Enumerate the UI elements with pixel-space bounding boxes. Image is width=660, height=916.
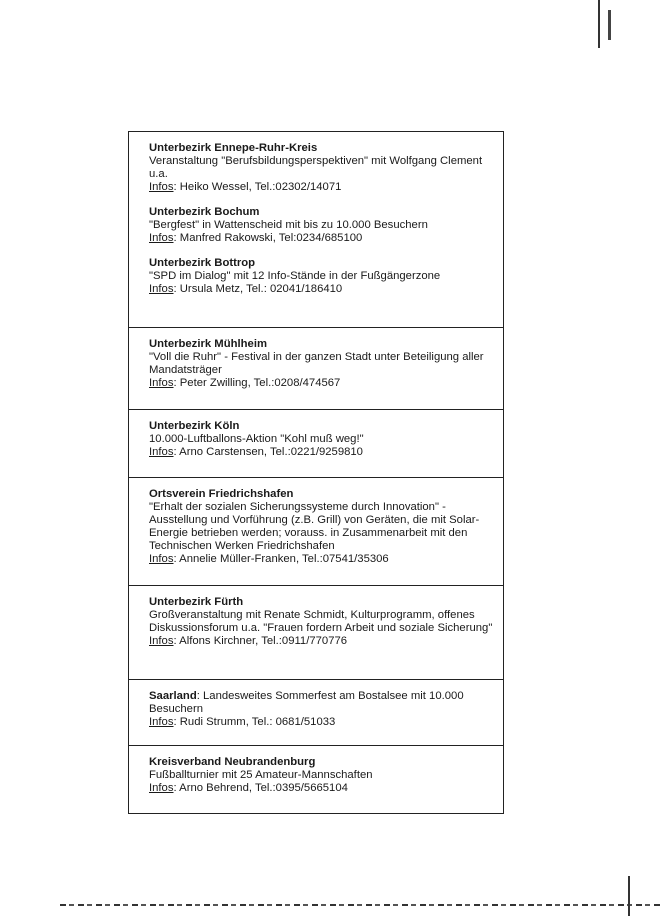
- event-infos: [149, 283, 495, 296]
- infos-label: Infos: [149, 716, 174, 728]
- event-description: Veranstaltung "Berufsbildungsperspektiven" mit Wolfgang Clement u.a.: [149, 155, 483, 180]
- infos-label: Infos: [149, 635, 174, 647]
- event-heading: Ortsverein Friedrichshafen: [149, 488, 294, 500]
- event-infos: [149, 232, 495, 245]
- event-heading: Unterbezirk Bochum: [149, 206, 260, 218]
- event-block: [149, 142, 495, 194]
- event-block: [149, 488, 495, 566]
- infos-contact: : Manfred Rakowski, Tel:0234/685100: [173, 232, 363, 244]
- infos-label: Infos: [149, 782, 174, 794]
- event-heading: Unterbezirk Ennepe-Ruhr-Kreis: [149, 142, 318, 154]
- table-row: [129, 131, 503, 327]
- event-infos: [149, 181, 495, 194]
- infos-label: Infos: [149, 232, 174, 244]
- infos-contact: : Heiko Wessel, Tel.:02302/14071: [173, 181, 342, 193]
- table-row: [129, 409, 503, 477]
- event-block: [149, 690, 495, 729]
- event-block: [149, 756, 495, 795]
- event-description: : Landesweites Sommerfest am Bostalsee mit 10.000 Besuchern: [149, 690, 464, 715]
- event-block: [149, 338, 495, 390]
- event-infos: [149, 635, 495, 648]
- table-row: [129, 327, 503, 409]
- infos-contact: : Rudi Strumm, Tel.: 0681/51033: [173, 716, 336, 728]
- event-description: "Voll die Ruhr" - Festival in der ganzen Stadt unter Beteiligung aller Mandatsträger: [149, 351, 484, 376]
- infos-contact: : Arno Behrend, Tel.:0395/5665104: [173, 782, 348, 794]
- event-infos: [149, 553, 495, 566]
- event-block: [149, 257, 495, 296]
- infos-label: Infos: [149, 181, 174, 193]
- event-block: [149, 206, 495, 245]
- infos-contact: : Ursula Metz, Tel.: 02041/186410: [173, 283, 343, 295]
- event-heading: Unterbezirk Bottrop: [149, 257, 256, 269]
- table-row: [129, 679, 503, 745]
- event-heading: Kreisverband Neubrandenburg: [149, 756, 316, 768]
- infos-contact: : Peter Zwilling, Tel.:0208/474567: [173, 377, 341, 389]
- scan-corner-mark: [628, 876, 660, 916]
- infos-contact: : Arno Carstensen, Tel.:0221/9259810: [173, 446, 363, 458]
- event-heading: Unterbezirk Fürth: [149, 596, 244, 608]
- infos-contact: : Annelie Müller-Franken, Tel.:07541/35306: [173, 553, 389, 565]
- event-block: [149, 420, 495, 459]
- event-description: "Bergfest" in Wattenscheid mit bis zu 10.000 Besuchern: [149, 219, 428, 231]
- event-description: "SPD im Dialog" mit 12 Info-Stände in der Fußgängerzone: [149, 270, 441, 282]
- event-block: [149, 596, 495, 648]
- table-row: [129, 585, 503, 679]
- event-heading-line: [149, 690, 495, 716]
- event-infos: [149, 782, 495, 795]
- event-description: Großveranstaltung mit Renate Schmidt, Kulturprogramm, offenes Diskussionsforum u.a. "Frauen fordern Arbeit und soziale Sicherung": [149, 609, 493, 634]
- scan-edge-line: [60, 904, 660, 906]
- event-heading: Unterbezirk Mühlheim: [149, 338, 268, 350]
- infos-label: Infos: [149, 553, 174, 565]
- event-heading: Unterbezirk Köln: [149, 420, 240, 432]
- event-infos: [149, 377, 495, 390]
- infos-label: Infos: [149, 446, 174, 458]
- event-description: "Erhalt der sozialen Sicherungssysteme durch Innovation" - Ausstellung und Vorführung (z.B. Grill) von Geräten, die mit Solar-Energie betrieben werden; vorauss. in Zusammenarbeit mit den Technischen Werken Friedrichshafen: [149, 501, 480, 552]
- infos-label: Infos: [149, 377, 174, 389]
- events-table: [128, 131, 504, 814]
- event-heading: Saarland: [149, 690, 197, 702]
- event-infos: [149, 446, 495, 459]
- table-row: [129, 745, 503, 813]
- event-infos: [149, 716, 495, 729]
- table-row: [129, 477, 503, 585]
- infos-label: Infos: [149, 283, 174, 295]
- infos-contact: : Alfons Kirchner, Tel.:0911/770776: [173, 635, 348, 647]
- scan-edge-mark: [598, 0, 660, 48]
- event-description: Fußballturnier mit 25 Amateur-Mannschaften: [149, 769, 373, 781]
- event-description: 10.000-Luftballons-Aktion "Kohl muß weg!": [149, 433, 364, 445]
